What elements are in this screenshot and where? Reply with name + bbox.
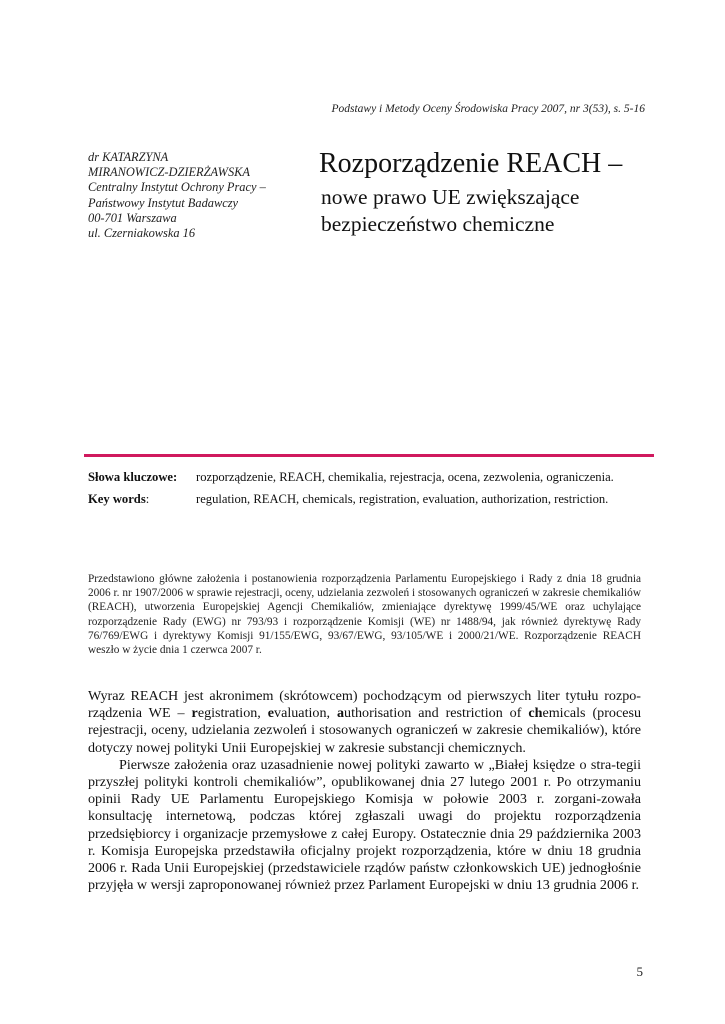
subtitle-line: nowe prawo UE zwiększające — [321, 185, 580, 209]
page-number: 5 — [636, 964, 643, 979]
article-subtitle — [321, 184, 579, 238]
keywords-en-colon: : — [145, 492, 150, 506]
author-line: Państwowy Instytut Badawczy — [88, 195, 239, 210]
journal-reference: Podstawy i Metody Oceny Środowiska Pracy 2007, nr 3(53), s. 5-16 — [331, 103, 645, 115]
author-line: MIRANOWICZ-DZIERŻAWSKA — [88, 165, 250, 180]
author-line: ul. Czerniakowska 16 — [88, 226, 196, 241]
keywords-pl-row — [88, 470, 614, 485]
keywords-en-label: Key words — [88, 492, 146, 506]
abstract: Przedstawiono główne założenia i postanowienia rozporządzenia Parlamentu Europejskiego i Rady z dnia 18 grudnia 2006 r. nr 1907/2006 w sprawie rejestracji, oceny, udzielania zezwoleń i stosowanych ograniczeń w zakresie chemikaliów (REACH), utworzenia Europejskiej Agencji Chemikaliów, zmieniające dyrektywę 1999/45/WE oraz uchylające rozporządzenie Rady (EWG) nr 793/93 i rozporządzenie Komisji (WE) nr 1488/94, jak również dyrektywę Rady 76/769/EWG i dyrektywy Komisji 91/155/EWG, 93/67/EWG, 93/105/WE i 2000/21/WE. Rozporządzenie REACH weszło w życie dnia 1 czerwca 2007 r. — [88, 573, 641, 657]
keywords-pl-value: rozporządzenie, REACH, chemikalia, rejestracja, ocena, zezwolenia, ograniczenia. — [196, 470, 614, 484]
body-paragraph: Wyraz REACH jest akronimem (skrótowcem) pochodzącym od pierwszych liter tytułu rozpo-rządzenia WE – registration, evaluation, authorisation and restriction of chemicals (procesu rejestracji, oceny, udzielania zezwoleń i stosowanych ograniczeń w zakresie chemikaliów), które dotyczy nowej polityki Unii Europejskiej w zakresie substancji chemicznych. — [88, 688, 641, 756]
author-line: 00-701 Warszawa — [88, 210, 177, 225]
keywords-pl-label: Słowa kluczowe: — [88, 470, 178, 484]
accent-divider — [84, 454, 654, 457]
body-paragraph: Pierwsze założenia oraz uzasadnienie nowej polityki zawarto w „Białej księdze o stra-tegii przyszłej polityki kontroli chemikaliów”, opublikowanej dnia 27 lutego 2001 r. Po otrzymaniu opinii Rady UE Parlamentu Europejskiego Komisja w połowie 2003 r. zorgani-zowała konsultację internetową, podczas której zgłaszali uwagi do projektu rozporządzenia przedsiębiorcy i organizacje przemysłowe z całej Europy. Ostatecznie dnia 29 października 2003 r. Komisja Europejska przedstawiła oficjalny projekt rozporządzenia, które w dniu 18 grudnia 2006 r. Rada Unii Europejskiej (przedstawiciele rządów państw członkowskich UE) jednogłośnie przyjęła w wersji zaproponowanej również przez Parlament Europejski w dniu 13 grudnia 2006 r. — [88, 756, 641, 894]
author-block — [88, 150, 303, 241]
subtitle-line: bezpieczeństwo chemiczne — [321, 212, 555, 236]
keywords-en-value: regulation, REACH, chemicals, registration, evaluation, authorization, restriction. — [196, 492, 609, 506]
author-line: Centralny Instytut Ochrony Pracy – — [88, 180, 266, 195]
body-text — [88, 688, 641, 894]
article-title: Rozporządzenie REACH – — [319, 148, 623, 179]
keywords-en-row — [88, 492, 608, 507]
author-line: dr KATARZYNA — [88, 150, 169, 164]
